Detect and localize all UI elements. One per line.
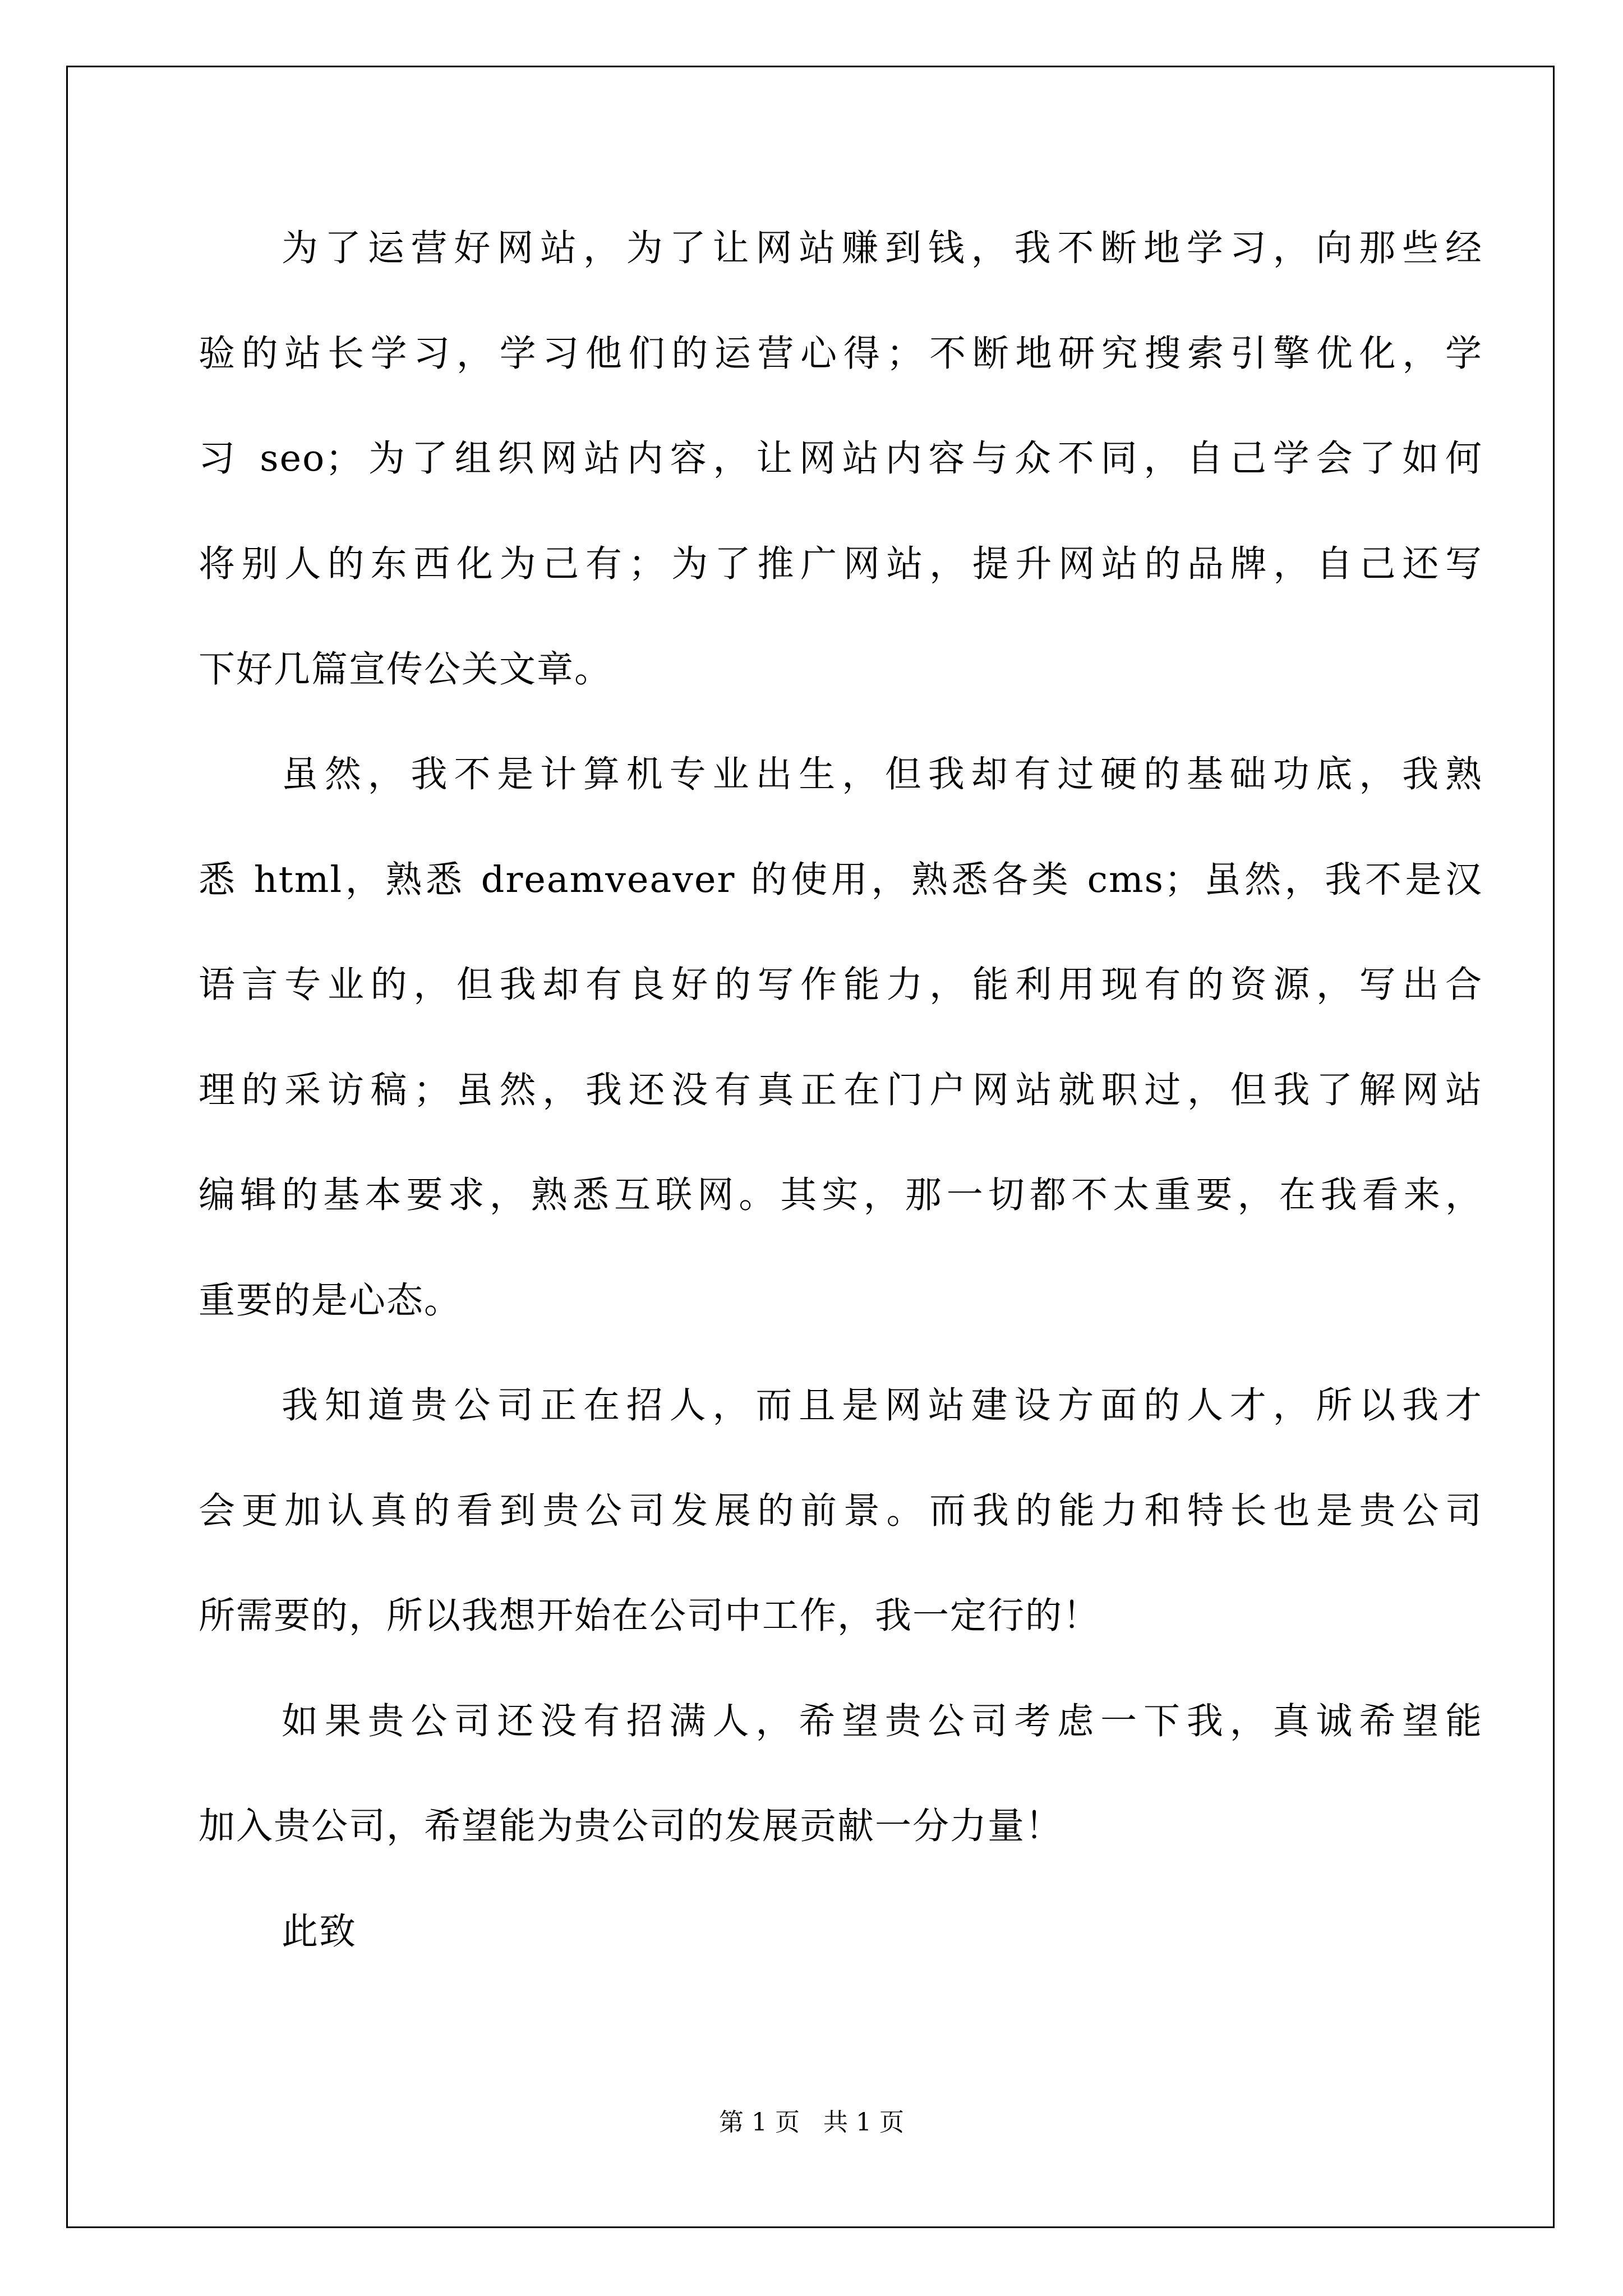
paragraph-1-line-3: 习 seo；为了组织网站内容，让网站内容与众不同，自己学会了如何 — [199, 438, 1483, 480]
page-footer: 第 1 页 共 1 页 — [719, 2108, 904, 2137]
paragraph-2-line-6: 重要的是心态。 — [199, 1280, 462, 1322]
paragraph-3-line-1: 我知道贵公司正在招人，而且是网站建设方面的人才，所以我才 — [282, 1384, 1483, 1427]
paragraph-1-line-5: 下好几篇宣传公关文章。 — [199, 648, 612, 691]
paragraph-2-line-5: 编辑的基本要求，熟悉互联网。其实，那一切都不太重要，在我看来， — [199, 1174, 1483, 1216]
paragraph-3-line-2: 会更加认真的看到贵公司发展的前景。而我的能力和特长也是贵公司 — [199, 1490, 1483, 1532]
paragraph-1-line-1: 为了运营好网站，为了让网站赚到钱，我不断地学习，向那些经 — [282, 227, 1483, 269]
paragraph-1-line-2: 验的站长学习，学习他们的运营心得；不断地研究搜索引擎优化，学 — [199, 333, 1483, 375]
paragraph-4-line-2: 加入贵公司，希望能为贵公司的发展贡献一分力量！ — [199, 1805, 1063, 1847]
paragraph-4-line-1: 如果贵公司还没有招满人，希望贵公司考虑一下我，真诚希望能 — [282, 1700, 1483, 1742]
paragraph-2-line-2: 悉 html，熟悉 dreamveaver 的使用，熟悉各类 cms；虽然，我不是汉 — [199, 859, 1483, 901]
paragraph-3-line-3: 所需要的，所以我想开始在公司中工作，我一定行的！ — [199, 1595, 1101, 1637]
page-border — [66, 66, 1555, 2228]
closing-line: 此致 — [282, 1911, 357, 1953]
paragraph-1-line-4: 将别人的东西化为己有；为了推广网站，提升网站的品牌，自己还写 — [199, 543, 1483, 585]
paragraph-2-line-4: 理的采访稿；虽然，我还没有真正在门户网站就职过，但我了解网站 — [199, 1069, 1483, 1111]
paragraph-2-line-1: 虽然，我不是计算机专业出生，但我却有过硬的基础功底，我熟 — [282, 753, 1483, 795]
paragraph-2-line-3: 语言专业的，但我却有良好的写作能力，能利用现有的资源，写出合 — [199, 964, 1483, 1006]
